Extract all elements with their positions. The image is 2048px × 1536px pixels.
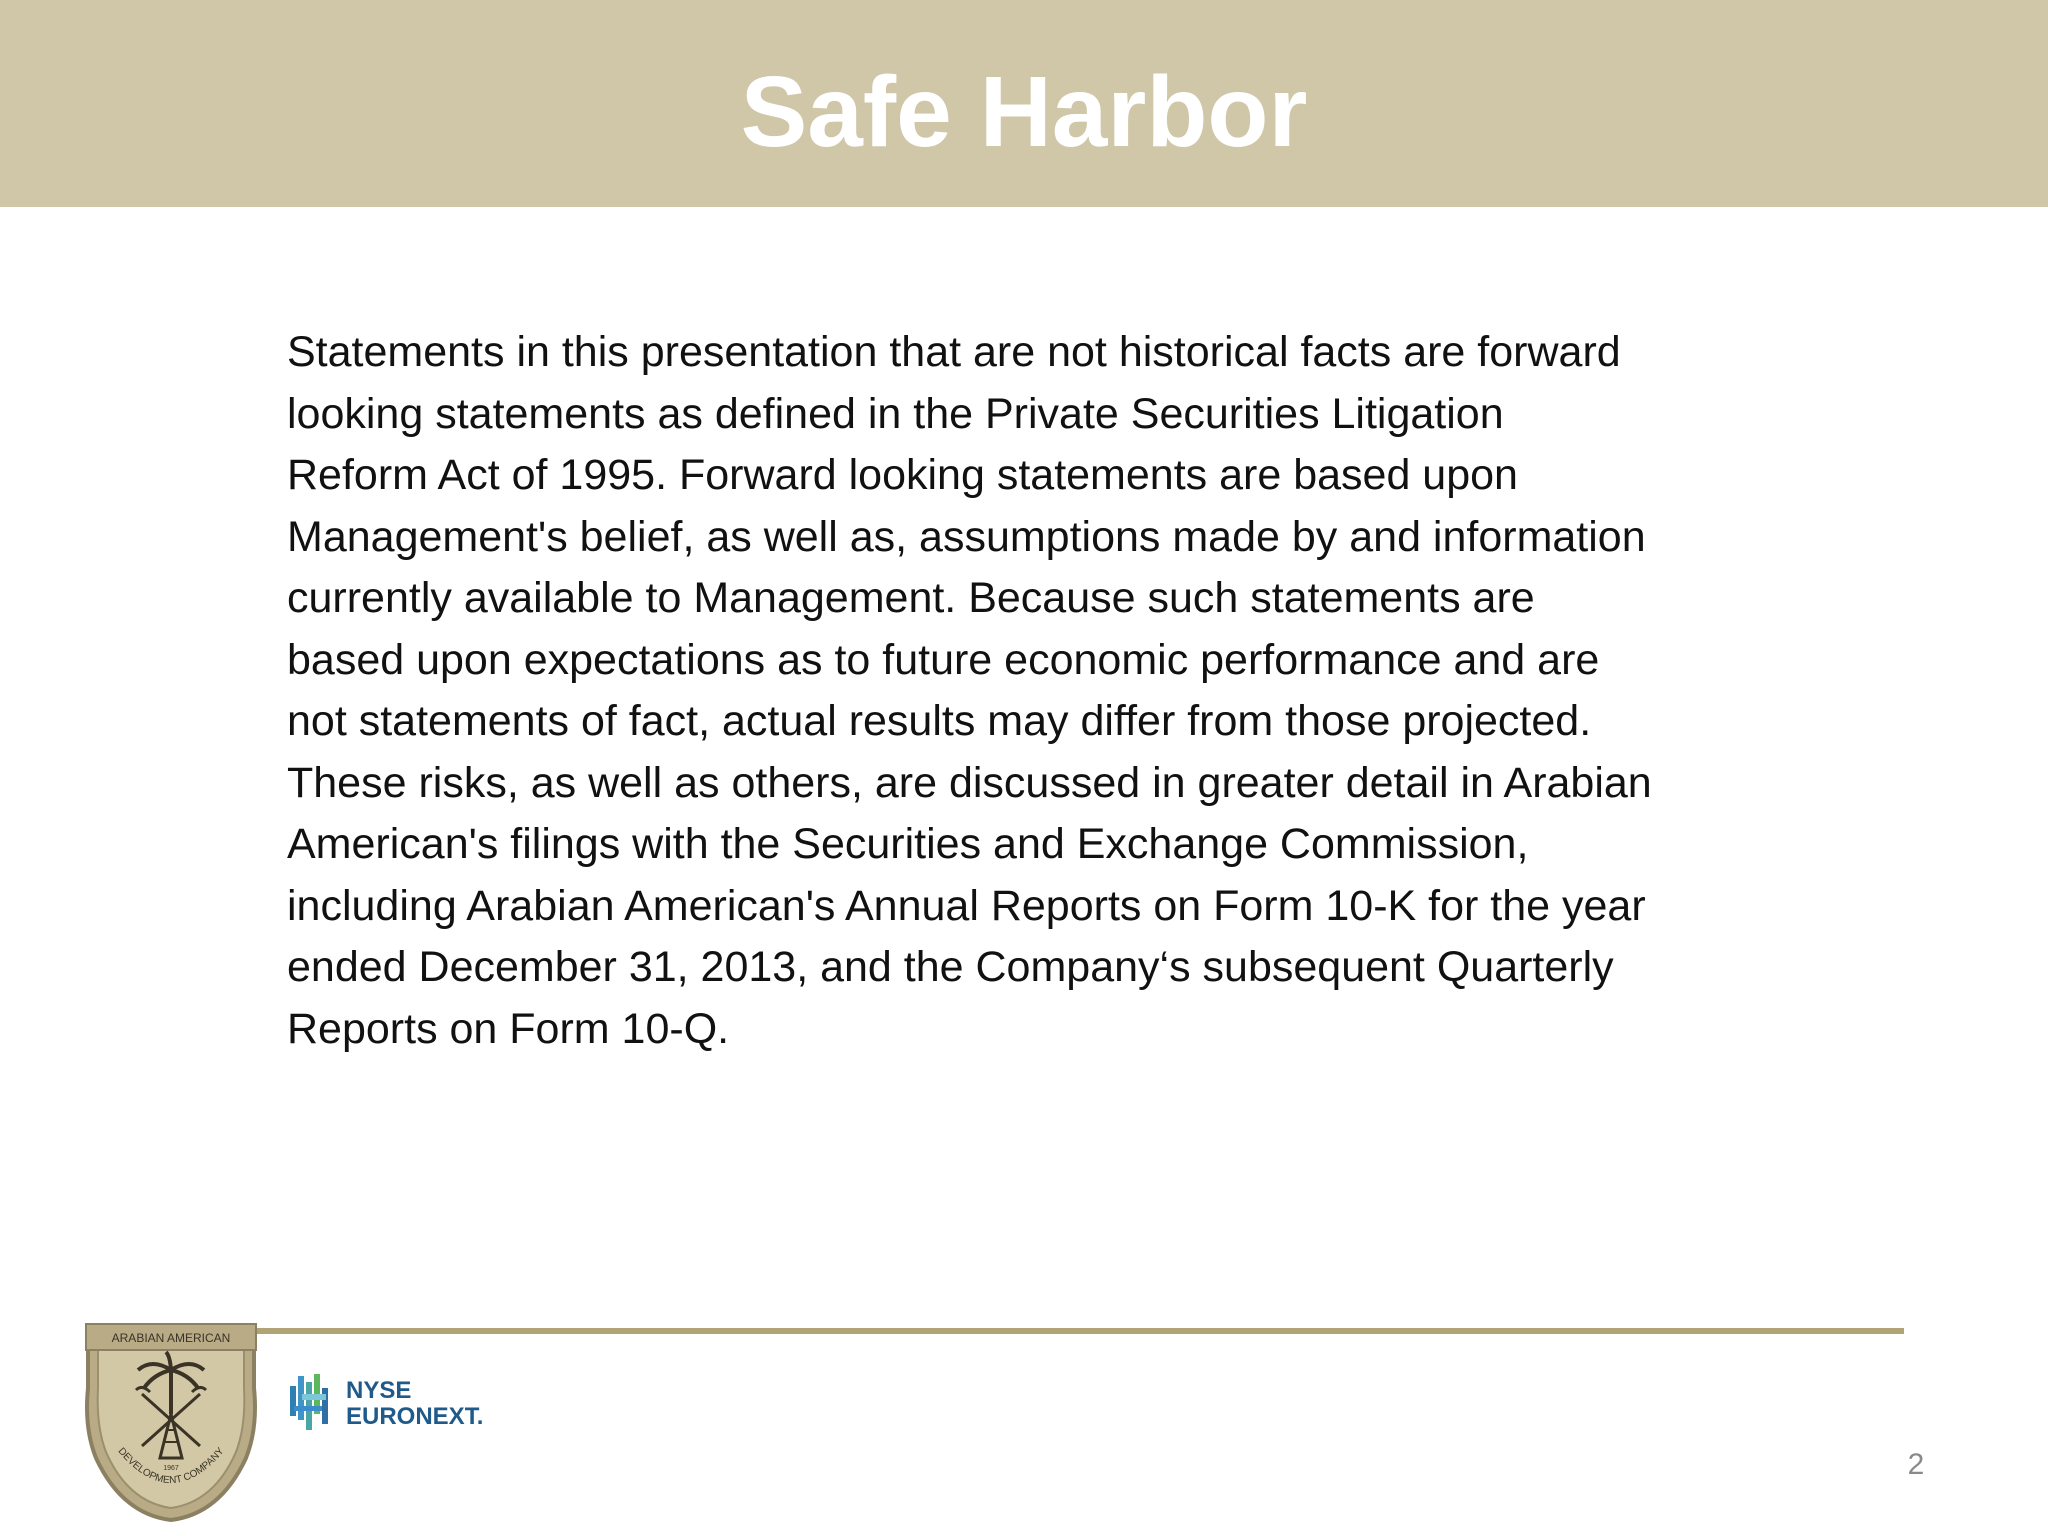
crest-text-top: ARABIAN AMERICAN — [111, 1331, 231, 1345]
paragraph-line: based upon expectations as to future economic performance and are — [287, 635, 1600, 684]
page-number: 2 — [1907, 1448, 1925, 1481]
globe-icon — [290, 1374, 328, 1430]
crest-year: 1967 — [163, 1465, 179, 1472]
footer-divider — [248, 1328, 1904, 1334]
paragraph-line: looking statements as defined in the Private Securities Litigation — [287, 389, 1504, 438]
slide-title: Safe Harbor — [740, 56, 1308, 168]
paragraph-line: currently available to Management. Because such statements are — [287, 574, 1535, 622]
paragraph-line: not statements of fact, actual results may differ from those projected. — [287, 697, 1592, 745]
exchange-logo-line2: EURONEXT. — [346, 1403, 484, 1430]
exchange-logo-line1: NYSE — [346, 1377, 412, 1404]
paragraph-line: Statements in this presentation that are not historical facts are forward — [287, 328, 1621, 376]
paragraph-line: Reform Act of 1995. Forward looking statements are based upon — [287, 451, 1518, 499]
paragraph-line: These risks, as well as others, are discussed in greater detail in Arabian — [287, 758, 1652, 807]
crest-text-bottom: DEVELOPMENT COMPANY — [115, 1445, 227, 1487]
paragraph-line: ended December 31, 2013, and the Company‘s subsequent Quarterly — [287, 943, 1614, 991]
paragraph-line: Reports on Form 10-Q. — [287, 1004, 730, 1053]
company-crest-logo — [80, 1318, 262, 1524]
safe-harbor-paragraph — [287, 322, 1787, 1060]
paragraph-line: including Arabian American's Annual Reports on Form 10-K for the year — [287, 881, 1646, 930]
paragraph-line: Management's belief, as well as, assumptions made by and information — [287, 512, 1646, 561]
paragraph-line: American's filings with the Securities and Exchange Commission, — [287, 820, 1529, 868]
nyse-euronext-logo — [288, 1372, 488, 1436]
